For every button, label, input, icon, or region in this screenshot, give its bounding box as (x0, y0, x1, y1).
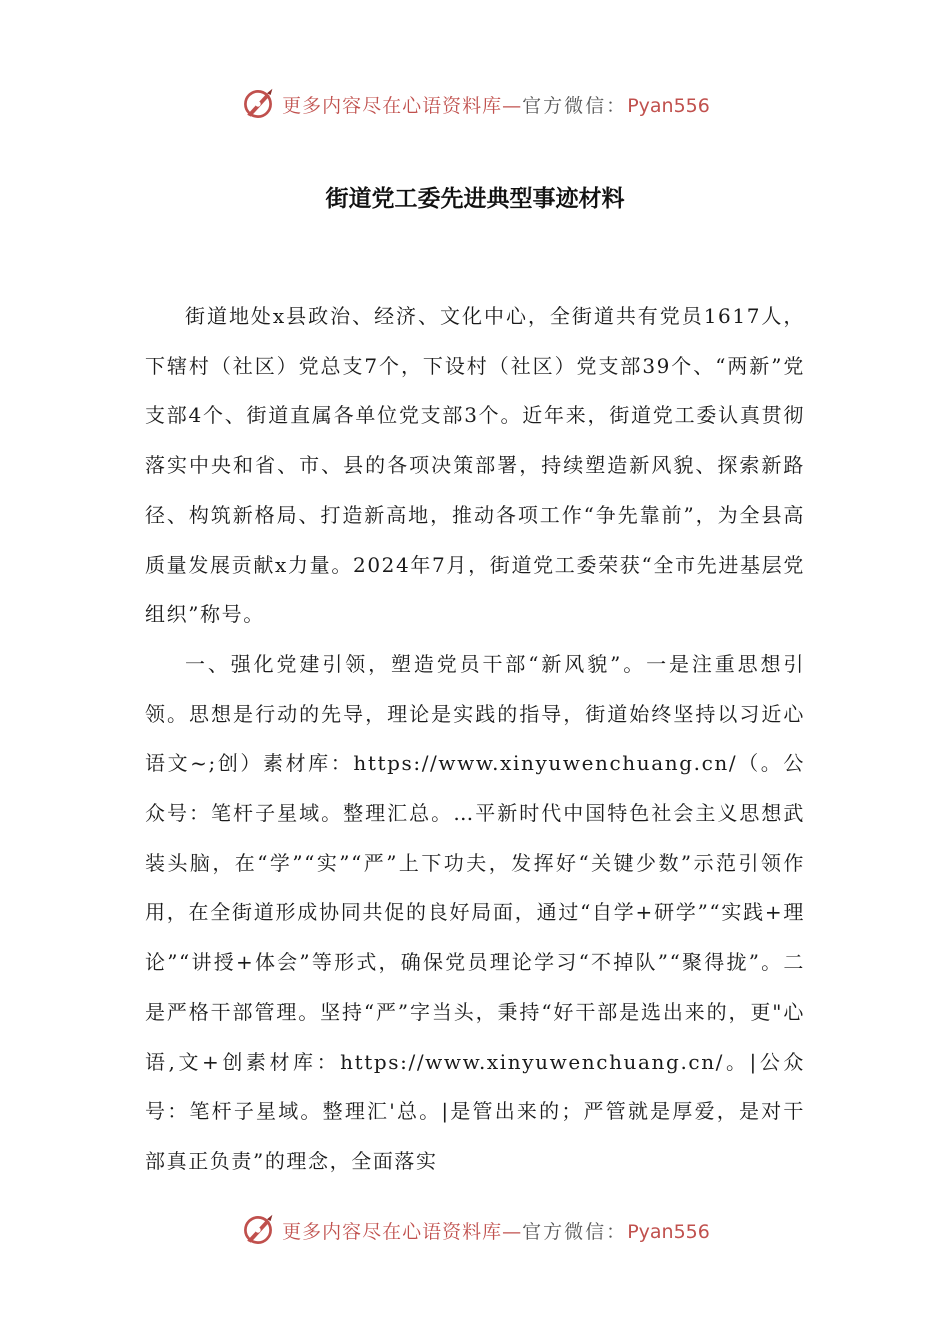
document-title: 街道党工委先进典型事迹材料 (325, 186, 625, 212)
footer-watermark-banner (0, 1210, 950, 1250)
quill-logo-icon (240, 86, 276, 122)
watermark-text: 更多内容尽在心语资料库—官方微信：Pyan556 (282, 1220, 710, 1243)
header-watermark-banner (0, 84, 950, 124)
quill-logo-icon (240, 1212, 276, 1248)
document-body (145, 292, 805, 1187)
body-paragraph: 街道地处x县政治、经济、文化中心，全街道共有党员1617人，下辖村（社区）党总支7个，下设村（社区）党支部39个、“两新”党支部4个、街道直属各单位党支部3个。近年来，街道党工委认真贯彻落实中央和省、市、县的各项决策部署，持续塑造新风貌、探索新路径、构筑新格局、打造新高地，推动各项工作“争先靠前”，为全县高质量发展贡献x力量。2024年7月，街道党工委荣获“全市先进基层党组织”称号。 (145, 304, 805, 627)
body-paragraph: 一、强化党建引领，塑造党员干部“新风貌”。一是注重思想引领。思想是行动的先导，理论是实践的指导，街道始终坚持以习近心语文~;创）素材库：https://www.xinyuwenchuang.cn/（。公众号：笔杆子星域。整理汇总。…平新时代中国特色社会主义思想武装头脑，在“学”“实”“严”上下功夫，发挥好“关键少数”示范引领作用，在全街道形成协同共促的良好局面，通过“自学+研学”“实践+理论”“讲授+体会”等形式，确保党员理论学习“不掉队”“聚得拢”。二是严格干部管理。坚持“严”字当头，秉持“好干部是选出来的，更"心语,文+创素材库：https://www.xinyuwenchuang.cn/。|公众号：笔杆子星域。整理汇'总。|是管出来的；严管就是厚爱，是对干部真正负责”的理念，全面落实 (145, 651, 805, 1173)
watermark-text: 更多内容尽在心语资料库—官方微信：Pyan556 (282, 94, 710, 117)
